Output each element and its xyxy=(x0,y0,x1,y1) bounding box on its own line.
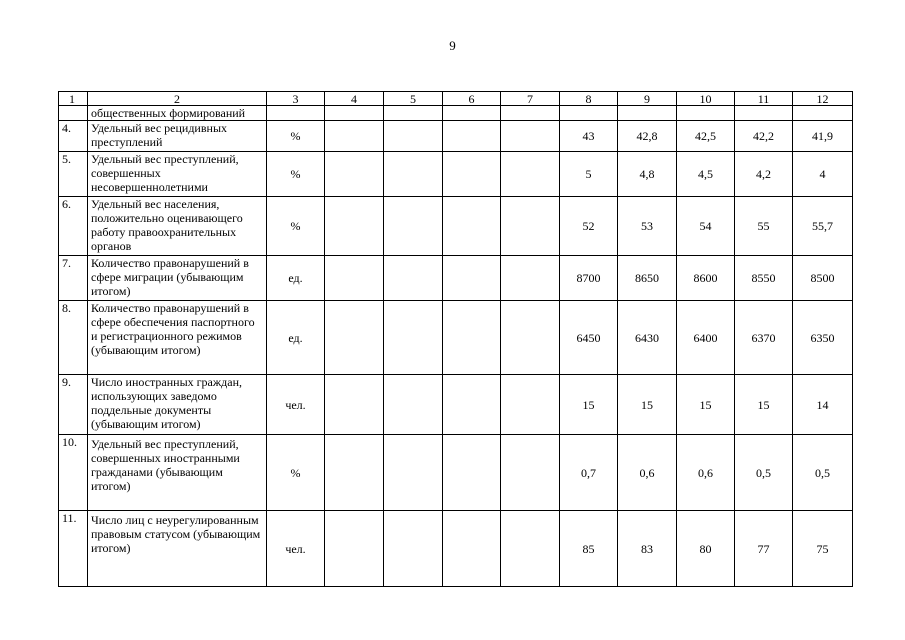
value-cell: 55 xyxy=(735,197,793,256)
table-cell xyxy=(384,152,443,197)
page-number: 9 xyxy=(449,38,456,53)
indicator-name: Количество правонарушений в сфере обеспечения паспортного и регистрационного режимов (убывающим итогом) xyxy=(88,301,267,375)
value-cell: 52 xyxy=(560,197,618,256)
continuation-text: общественных формирований xyxy=(88,106,267,121)
table-cell xyxy=(325,106,384,121)
value-cell: 8650 xyxy=(618,256,677,301)
column-header: 2 xyxy=(88,92,267,106)
value-cell: 75 xyxy=(793,511,853,587)
value-cell: 8550 xyxy=(735,256,793,301)
unit-cell: % xyxy=(267,435,325,511)
table-cell xyxy=(384,435,443,511)
indicator-name: Количество правонарушений в сфере миграции (убывающим итогом) xyxy=(88,256,267,301)
table-row xyxy=(59,256,853,301)
table-cell xyxy=(325,121,384,152)
table-cell xyxy=(384,121,443,152)
table-cell xyxy=(560,106,618,121)
value-cell: 6400 xyxy=(677,301,735,375)
value-cell: 5 xyxy=(560,152,618,197)
indicator-name: Удельный вес преступлений, совершенных несовершеннолетними xyxy=(88,152,267,197)
table-cell xyxy=(325,256,384,301)
table-row xyxy=(59,197,853,256)
value-cell: 80 xyxy=(677,511,735,587)
value-cell: 42,2 xyxy=(735,121,793,152)
column-header: 8 xyxy=(560,92,618,106)
row-number: 6. xyxy=(59,197,88,256)
table-cell xyxy=(501,152,560,197)
table-row xyxy=(59,301,853,375)
table-cell xyxy=(325,152,384,197)
row-number: 7. xyxy=(59,256,88,301)
column-header: 10 xyxy=(677,92,735,106)
indicator-name: Число иностранных граждан, использующих заведомо поддельные документы (убывающим итогом) xyxy=(88,375,267,435)
value-cell: 53 xyxy=(618,197,677,256)
value-cell: 43 xyxy=(560,121,618,152)
table-cell xyxy=(325,511,384,587)
table-cell xyxy=(501,197,560,256)
table-cell xyxy=(501,435,560,511)
column-header: 3 xyxy=(267,92,325,106)
indicators-table xyxy=(58,91,853,587)
value-cell: 4 xyxy=(793,152,853,197)
table-cell xyxy=(443,152,501,197)
table-cell xyxy=(325,435,384,511)
value-cell: 54 xyxy=(677,197,735,256)
value-cell: 6450 xyxy=(560,301,618,375)
value-cell: 6430 xyxy=(618,301,677,375)
table-cell xyxy=(443,197,501,256)
column-header: 6 xyxy=(443,92,501,106)
table-header-row xyxy=(59,92,853,106)
table-cell xyxy=(443,301,501,375)
table-cell xyxy=(384,256,443,301)
table-cell xyxy=(325,301,384,375)
unit-cell: чел. xyxy=(267,375,325,435)
table-cell xyxy=(384,301,443,375)
indicator-name: Удельный вес преступлений, совершенных иностранными гражданами (убывающим итогом) xyxy=(88,435,267,511)
table-cell xyxy=(501,106,560,121)
value-cell: 42,5 xyxy=(677,121,735,152)
table-cell xyxy=(501,301,560,375)
value-cell: 0,6 xyxy=(677,435,735,511)
value-cell: 0,5 xyxy=(793,435,853,511)
table-row xyxy=(59,121,853,152)
value-cell: 4,2 xyxy=(735,152,793,197)
table-cell xyxy=(59,106,88,121)
value-cell: 15 xyxy=(618,375,677,435)
table-cell xyxy=(618,106,677,121)
table-cell xyxy=(443,256,501,301)
value-cell: 8600 xyxy=(677,256,735,301)
unit-cell: чел. xyxy=(267,511,325,587)
value-cell: 15 xyxy=(560,375,618,435)
table-cell xyxy=(443,121,501,152)
column-header: 5 xyxy=(384,92,443,106)
value-cell: 4,5 xyxy=(677,152,735,197)
unit-cell: % xyxy=(267,121,325,152)
value-cell: 8500 xyxy=(793,256,853,301)
column-header: 11 xyxy=(735,92,793,106)
unit-cell: % xyxy=(267,197,325,256)
value-cell: 4,8 xyxy=(618,152,677,197)
column-header: 1 xyxy=(59,92,88,106)
table-cell xyxy=(501,121,560,152)
column-header: 7 xyxy=(501,92,560,106)
indicator-name: Удельный вес рецидивных преступлений xyxy=(88,121,267,152)
row-number: 8. xyxy=(59,301,88,375)
unit-cell: % xyxy=(267,152,325,197)
value-cell: 77 xyxy=(735,511,793,587)
table-cell xyxy=(384,511,443,587)
value-cell: 42,8 xyxy=(618,121,677,152)
table-cell xyxy=(443,106,501,121)
row-number: 11. xyxy=(59,511,88,587)
value-cell: 0,6 xyxy=(618,435,677,511)
table-cell xyxy=(501,256,560,301)
unit-cell: ед. xyxy=(267,301,325,375)
table-cell xyxy=(267,106,325,121)
row-number: 9. xyxy=(59,375,88,435)
table-row xyxy=(59,435,853,511)
value-cell: 41,9 xyxy=(793,121,853,152)
indicator-name: Удельный вес населения, положительно оценивающего работу правоохранительных органов xyxy=(88,197,267,256)
column-header: 12 xyxy=(793,92,853,106)
value-cell: 55,7 xyxy=(793,197,853,256)
table-cell xyxy=(325,197,384,256)
table-cell xyxy=(384,375,443,435)
value-cell: 85 xyxy=(560,511,618,587)
value-cell: 6370 xyxy=(735,301,793,375)
row-number: 10. xyxy=(59,435,88,511)
table-row xyxy=(59,511,853,587)
value-cell: 83 xyxy=(618,511,677,587)
table-cell xyxy=(443,375,501,435)
column-header: 9 xyxy=(618,92,677,106)
table-cell xyxy=(443,435,501,511)
table-cell xyxy=(384,106,443,121)
value-cell: 15 xyxy=(735,375,793,435)
value-cell: 0,5 xyxy=(735,435,793,511)
table-cell xyxy=(735,106,793,121)
table-row xyxy=(59,152,853,197)
continuation-row xyxy=(59,106,853,121)
unit-cell: ед. xyxy=(267,256,325,301)
indicator-name: Число лиц с неурегулированным правовым статусом (убывающим итогом) xyxy=(88,511,267,587)
table-cell xyxy=(677,106,735,121)
row-number: 4. xyxy=(59,121,88,152)
table-cell xyxy=(384,197,443,256)
table-cell xyxy=(325,375,384,435)
value-cell: 0,7 xyxy=(560,435,618,511)
table-cell xyxy=(793,106,853,121)
value-cell: 14 xyxy=(793,375,853,435)
row-number: 5. xyxy=(59,152,88,197)
table-row xyxy=(59,375,853,435)
table-cell xyxy=(443,511,501,587)
value-cell: 8700 xyxy=(560,256,618,301)
table-cell xyxy=(501,511,560,587)
column-header: 4 xyxy=(325,92,384,106)
value-cell: 15 xyxy=(677,375,735,435)
table-cell xyxy=(501,375,560,435)
value-cell: 6350 xyxy=(793,301,853,375)
